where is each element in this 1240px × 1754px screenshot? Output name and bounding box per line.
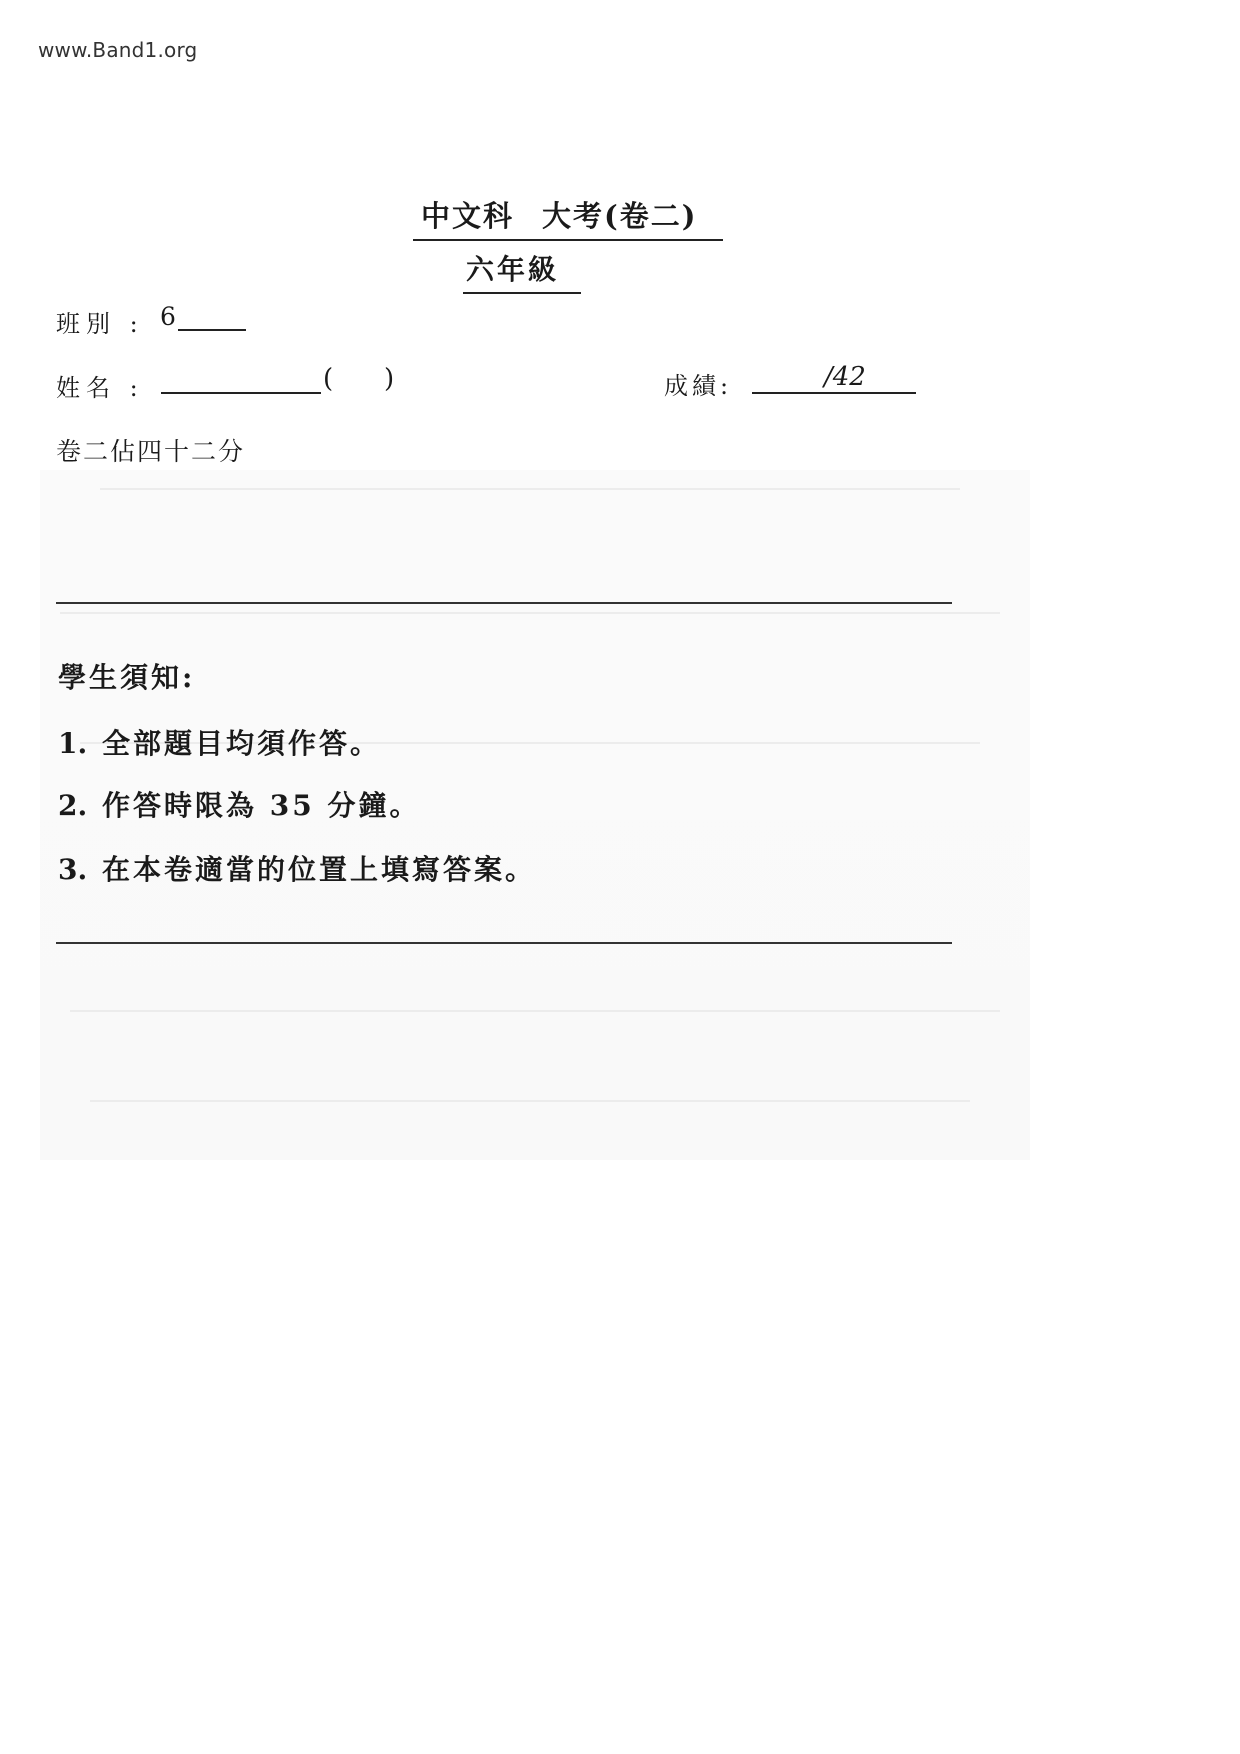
exam-name-text: 大考(卷二): [542, 199, 698, 233]
instruction-number: 3.: [58, 853, 88, 886]
exam-title: [413, 194, 723, 241]
class-blank[interactable]: [178, 329, 246, 331]
bleed-line: [70, 1010, 1000, 1012]
notice-title: 學生須知:: [58, 661, 196, 694]
bleed-line: [100, 488, 960, 490]
class-number-paren-close: ): [384, 364, 395, 394]
instruction-item: [58, 784, 420, 824]
class-value: 6: [160, 302, 176, 331]
name-label: 姓名 :: [56, 374, 144, 402]
site-url: www.Band1.org: [38, 38, 198, 62]
instruction-item: [58, 848, 536, 888]
bleed-line: [90, 1100, 970, 1102]
grade-title: 六年級: [463, 248, 581, 294]
score-max: /42: [824, 362, 866, 392]
score-label: 成績:: [664, 372, 733, 400]
score-blank[interactable]: [752, 392, 916, 394]
instruction-text: 在本卷適當的位置上填寫答案。: [102, 853, 537, 886]
instruction-number: 1.: [58, 727, 88, 760]
subject-text: 中文科: [421, 199, 515, 233]
instruction-item: [58, 722, 381, 762]
paper-weight-note: 卷二佔四十二分: [56, 437, 246, 466]
name-blank[interactable]: [161, 392, 321, 394]
class-number-paren-open: (: [323, 364, 334, 394]
instruction-text: 作答時限為 35 分鐘。: [102, 789, 421, 822]
bleed-line: [60, 612, 1000, 614]
class-label: 班別 :: [56, 310, 144, 338]
instruction-text: 全部題目均須作答。: [102, 727, 382, 760]
instruction-number: 2.: [58, 789, 88, 822]
divider-top: [56, 602, 952, 604]
divider-bottom: [56, 942, 952, 944]
